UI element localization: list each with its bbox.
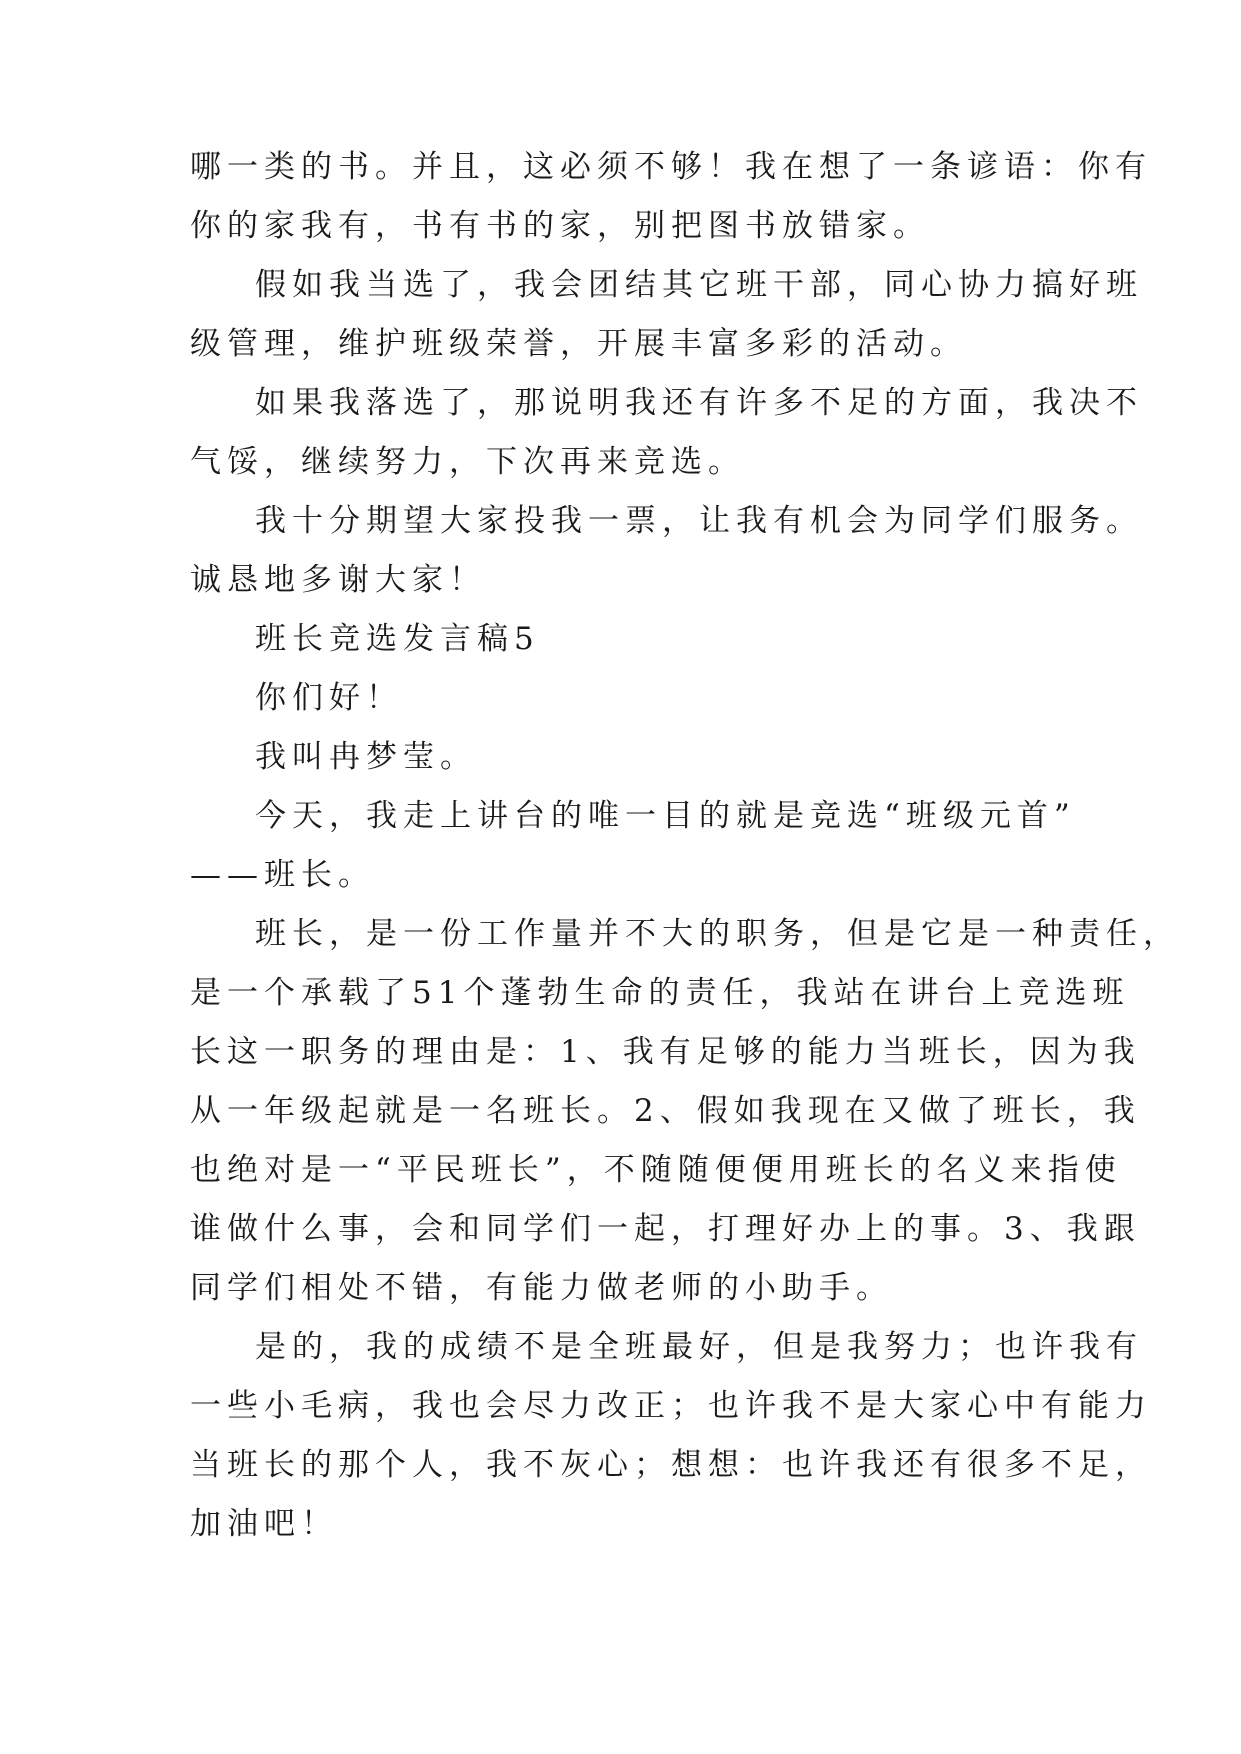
text-line: 班长，是一份工作量并不大的职务，但是它是一种责任， xyxy=(255,916,1180,952)
text-line: 诚恳地多谢大家！ xyxy=(190,562,486,598)
text-line: 假如我当选了，我会团结其它班干部，同心协力搞好班 xyxy=(255,267,1143,303)
text-line: 级管理，维护班级荣誉，开展丰富多彩的活动。 xyxy=(190,326,967,362)
text-line: 一些小毛病，我也会尽力改正；也许我不是大家心中有能力 xyxy=(190,1388,1152,1424)
text-line: 我十分期望大家投我一票，让我有机会为同学们服务。 xyxy=(255,503,1143,539)
text-line: 加油吧！ xyxy=(190,1506,338,1542)
text-line: ——班长。 xyxy=(190,857,375,893)
text-line: 同学们相处不错，有能力做老师的小助手。 xyxy=(190,1270,893,1306)
text-line: 是一个承载了51个蓬勃生命的责任，我站在讲台上竞选班 xyxy=(190,975,1130,1011)
text-line: 也绝对是一“平民班长”，不随随便便用班长的名义来指使 xyxy=(190,1152,1122,1188)
text-line: 我叫冉梦莹。 xyxy=(255,739,477,775)
text-line: 气馁，继续努力，下次再来竞选。 xyxy=(190,444,745,480)
text-line: 是的，我的成绩不是全班最好，但是我努力；也许我有 xyxy=(255,1329,1143,1365)
text-line: 你的家我有，书有书的家，别把图书放错家。 xyxy=(190,208,930,244)
text-line: 今天，我走上讲台的唯一目的就是竞选“班级元首” xyxy=(255,798,1076,834)
section-heading: 班长竞选发言稿5 xyxy=(255,621,540,657)
text-line: 哪一类的书。并且，这必须不够！我在想了一条谚语：你有 xyxy=(190,149,1152,185)
text-line: 当班长的那个人，我不灰心；想想：也许我还有很多不足， xyxy=(190,1447,1152,1483)
text-line: 谁做什么事，会和同学们一起，打理好办上的事。3、我跟 xyxy=(190,1211,1141,1247)
text-line: 从一年级起就是一名班长。2、假如我现在又做了班长，我 xyxy=(190,1093,1141,1129)
text-line: 长这一职务的理由是：1、我有足够的能力当班长，因为我 xyxy=(190,1034,1141,1070)
text-line: 如果我落选了，那说明我还有许多不足的方面，我决不 xyxy=(255,385,1143,421)
text-line: 你们好！ xyxy=(255,680,403,716)
